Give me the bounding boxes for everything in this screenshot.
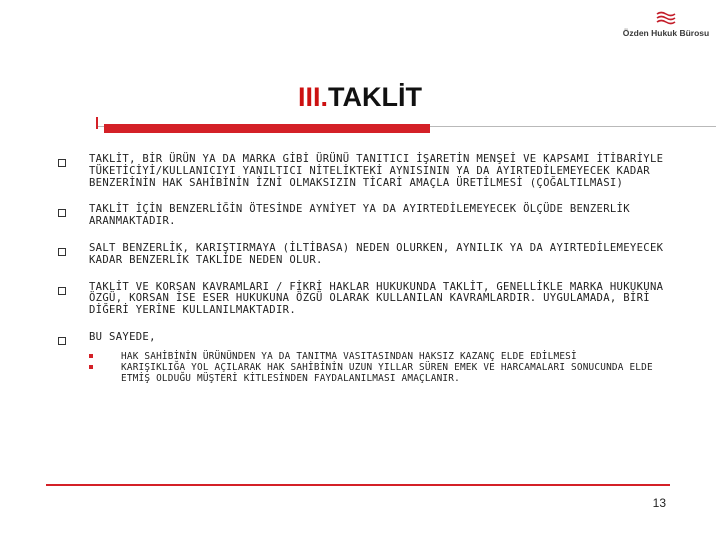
bullet-text: BU SAYEDE,	[89, 330, 156, 343]
firm-logo	[612, 10, 720, 46]
sub-bullet-text: HAK SAHİBİNİN ÜRÜNÜNDEN YA DA TANITMA VASITASINDAN HAKSIZ KAZANÇ ELDE EDİLMESİ	[121, 350, 577, 362]
hollow-square-bullet-icon	[58, 248, 66, 256]
bullet-text: TAKLİT, BİR ÜRÜN YA DA MARKA GİBİ ÜRÜNÜ TANITICI İŞARETİN MENŞEİ VE KAPSAMI İTİBARİYLE TÜKETİCİYİ/KULLANICIYI YANILTICI NİTELİKTEKİ AYNISININ YA DA AYIRTEDİLEMEYECEK KADAR BENZERİNİN HAK SAHİBİNİN İZNİ OLMAKSIZIN TİCARİ AMAÇLA ÜRETİLMESİ (ÇOĞALTILMASI)	[89, 153, 664, 189]
hollow-square-bullet-icon	[58, 337, 66, 345]
bullet-text: TAKLİT İÇİN BENZERLİĞİN ÖTESİNDE AYNİYET YA DA AYIRTEDİLEMEYECEK ÖLÇÜDE BENZERLİK ARANMAKTADIR.	[89, 203, 630, 228]
hollow-square-bullet-icon	[58, 159, 66, 167]
title-text: TAKLİT	[328, 82, 422, 112]
sub-bullet-list	[89, 351, 680, 384]
sub-bullet-text: KARIŞIKLIĞA YOL AÇILARAK HAK SAHİBİNİN UZUN YILLAR SÜREN EMEK VE HARCAMALARI SONUCUNDA ELDE ETMİŞ OLDUĞU MÜŞTERİ KİTLESİNDEN FAYDALANILMASI AMAÇLANIR.	[121, 361, 653, 384]
bullet-item	[40, 154, 680, 189]
slide-title	[0, 82, 720, 113]
hollow-square-bullet-icon	[58, 209, 66, 217]
bullet-item	[40, 243, 680, 267]
bullet-item	[40, 204, 680, 228]
logo-mark-icon	[655, 10, 677, 26]
bullet-list	[40, 154, 680, 399]
hollow-square-bullet-icon	[58, 287, 66, 295]
bullet-item	[40, 282, 680, 317]
accent-tick	[96, 117, 98, 129]
bullet-text: TAKLİT VE KORSAN KAVRAMLARI / FİKRİ HAKLAR HUKUKUNDA TAKLİT, GENELLİKLE MARKA HUKUKUNA ÖZGÜ, KORSAN İSE ESER HUKUKUNA ÖZGÜ OLARAK KULLANILAN KAVRAMLARDIR. UYGULAMADA, BİRİ DİĞERİ YERİNE KULLANILMAKTADIR.	[89, 280, 664, 317]
title-accent-bar	[104, 124, 430, 133]
page-number: 13	[652, 496, 666, 510]
filled-square-bullet-icon	[89, 354, 93, 358]
logo-text: Özden Hukuk Bürosu	[622, 28, 710, 38]
filled-square-bullet-icon	[89, 365, 93, 369]
bullet-text: SALT BENZERLİK, KARIŞTIRMAYA (İLTİBASA) NEDEN OLURKEN, AYNILIK YA DA AYIRTEDİLEMEYECEK KADAR BENZERLİK TAKLİDE NEDEN OLUR.	[89, 241, 664, 266]
section-number: III.	[298, 82, 329, 112]
bullet-item	[40, 332, 680, 384]
sub-bullet-item	[89, 351, 680, 362]
sub-bullet-item	[89, 362, 680, 384]
footer-divider	[46, 484, 670, 486]
